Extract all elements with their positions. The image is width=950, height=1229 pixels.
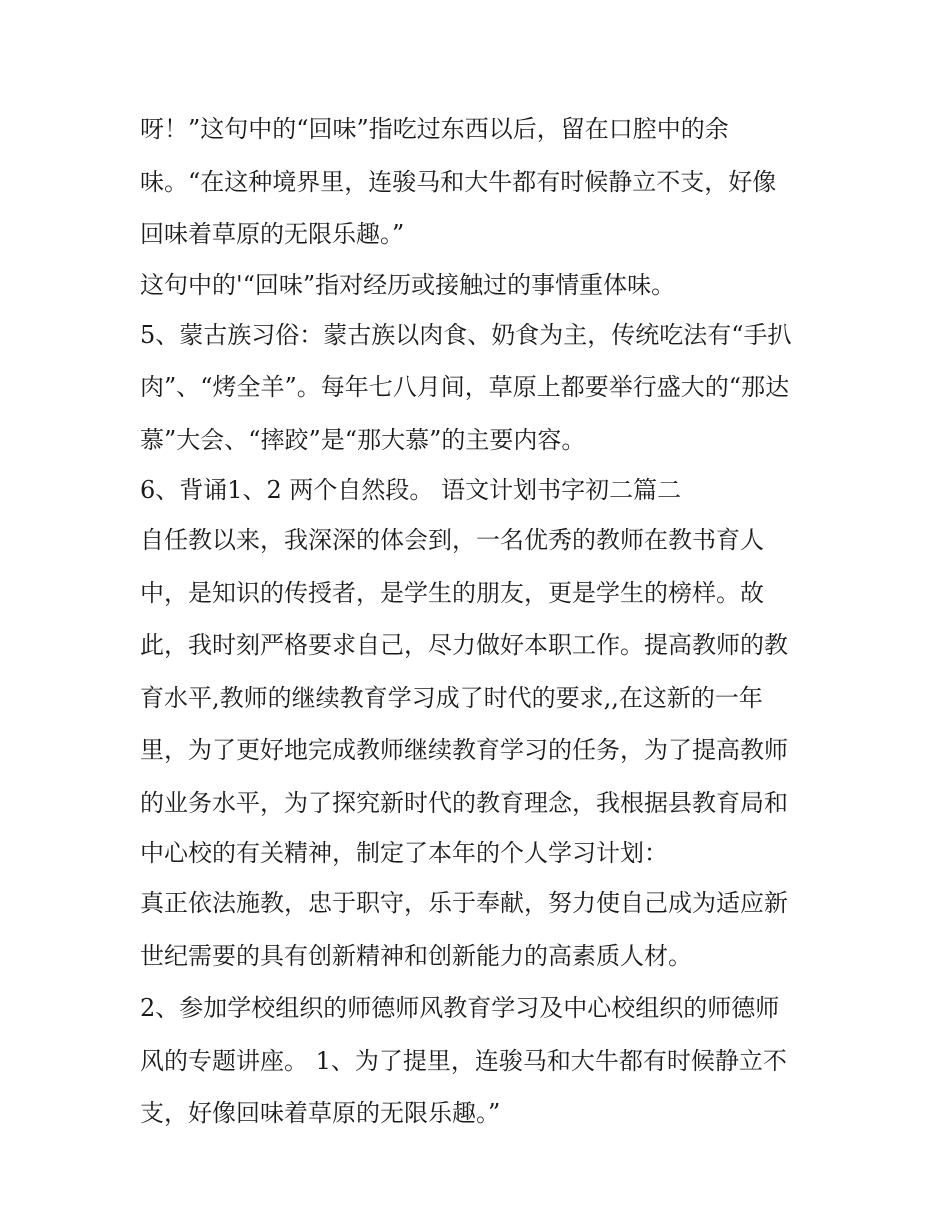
text-line: 呀！”这句中的“回味”指吃过东西以后，留在口腔中的余 <box>140 115 729 143</box>
text-line: 支，好像回味着草原的无限乐趣。” <box>140 1099 501 1127</box>
text-line: 回味着草原的无限乐趣。” <box>140 220 405 248</box>
text-line: 自任教以来，我深深的体会到，一名优秀的教师在教书育人 <box>140 526 764 554</box>
text-line: 的业务水平，为了探究新时代的教育理念，我根据县教育局和 <box>140 788 788 817</box>
text-line: 中，是知识的传授者，是学生的朋友，更是学生的榜样。故 <box>140 578 764 607</box>
text-line: 6、背诵1、2 两个自然段。 语文计划书字初二篇二 <box>140 476 682 504</box>
text-line: 这句中的'“回味”指对经历或接触过的事情重体味。 <box>140 270 676 299</box>
body-text <box>140 103 830 1140</box>
text-line: 肉”、“烤全羊”。每年七八月间，草原上都要举行盛大的“那达 <box>140 373 790 401</box>
text-line: 味。“在这种境界里，连骏马和大牛都有时候静立不支，好像 <box>140 167 777 196</box>
text-line: 中心校的有关精神，制定了本年的个人学习计划： <box>140 839 668 867</box>
text-line: 里，为了更好地完成教师继续教育学习的任务，为了提高教师 <box>140 736 788 764</box>
text-line: 风的专题讲座。 1、为了提里，连骏马和大牛都有时候静立不 <box>140 1046 787 1075</box>
text-line: 5、蒙古族习俗：蒙古族以肉食、奶食为主，传统吃法有“手扒 <box>140 320 792 349</box>
text-line: 慕”大会、“摔跤”是“那大慕”的主要内容。 <box>140 425 586 454</box>
text-line: 此，我时刻严格要求自己，尽力做好本职工作。提高教师的教 <box>140 631 788 659</box>
text-line: 育水平,教师的继续教育学习成了时代的要求,,在这新的一年 <box>140 683 763 712</box>
text-line: 真正依法施教，忠于职守，乐于奉献，努力使自己成为适应新 <box>140 889 788 917</box>
text-line: 世纪需要的具有创新精神和创新能力的高素质人材。 <box>140 941 692 970</box>
text-line: 2、参加学校组织的师德师风教育学习及中心校组织的师德师 <box>140 994 780 1022</box>
